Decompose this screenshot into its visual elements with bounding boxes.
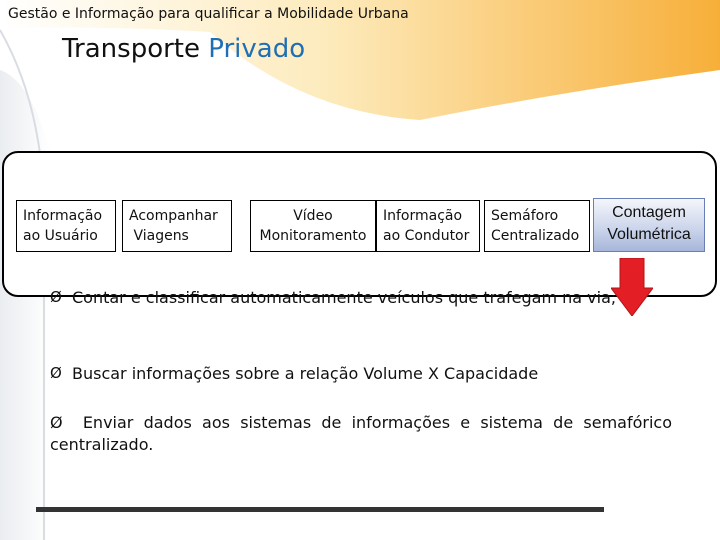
header-subtitle: Gestão e Informação para qualificar a Mobilidade Urbana bbox=[8, 6, 409, 22]
bullet-text: Contar e classificar automaticamente veículos que trafegam na via; bbox=[72, 288, 617, 307]
bullet-text: Enviar dados aos sistemas de informações e sistema de semafórico centralizado. bbox=[50, 413, 672, 454]
bullet-item bbox=[50, 412, 672, 456]
category-informacao-condutor bbox=[376, 200, 480, 252]
bullet-text: Buscar informações sobre a relação Volume X Capacidade bbox=[72, 364, 539, 383]
category-label-line1: Vídeo bbox=[293, 208, 333, 224]
bullet-item bbox=[50, 364, 538, 383]
bullet-item bbox=[50, 288, 616, 307]
category-label-line1: Contagem bbox=[612, 204, 686, 221]
page-title bbox=[62, 34, 305, 64]
category-label-line2: Viagens bbox=[129, 228, 189, 244]
category-label-line1: Informação bbox=[383, 208, 463, 224]
bullet-arrow-icon: Ø bbox=[50, 364, 62, 382]
category-label-line2: ao Condutor bbox=[383, 228, 470, 244]
category-contagem-volumetrica bbox=[593, 198, 705, 252]
category-label-line1: Acompanhar bbox=[129, 208, 218, 224]
category-label-line1: Semáforo bbox=[491, 208, 559, 224]
down-arrow-icon bbox=[611, 258, 653, 316]
category-label-line2: Centralizado bbox=[491, 228, 580, 244]
category-label-line2: Volumétrica bbox=[607, 226, 691, 243]
bullet-arrow-icon: Ø bbox=[50, 288, 62, 306]
category-acompanhar-viagens bbox=[122, 200, 232, 252]
title-part-1: Transporte bbox=[62, 34, 200, 64]
title-part-2: Privado bbox=[208, 34, 306, 64]
category-video-monitoramento bbox=[250, 200, 376, 252]
category-label-line1: Informação bbox=[23, 208, 103, 224]
bullet-arrow-icon: Ø bbox=[50, 413, 63, 432]
category-label-line2: Monitoramento bbox=[259, 228, 367, 244]
category-label-line2: ao Usuário bbox=[23, 228, 98, 244]
category-informacao-usuario bbox=[16, 200, 116, 252]
category-semaforo-centralizado bbox=[484, 200, 590, 252]
bottom-divider bbox=[36, 507, 604, 512]
